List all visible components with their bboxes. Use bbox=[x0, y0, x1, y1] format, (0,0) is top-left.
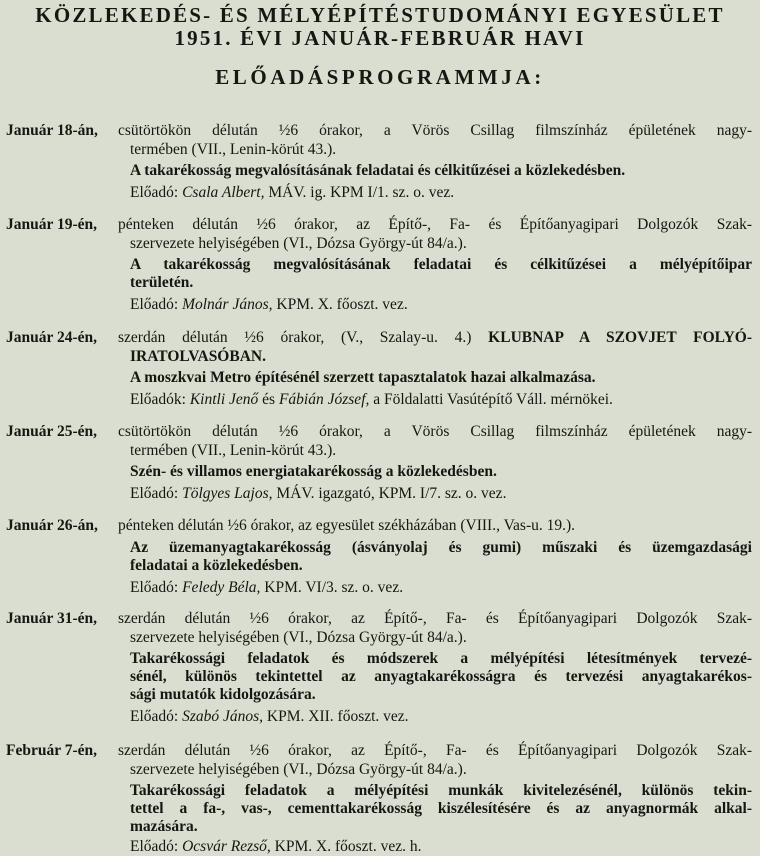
entry-date: Január 19-én, bbox=[6, 216, 98, 233]
entry-time-location: szerdán délután ½6 órakor, (V., Szalay-u. 4.) KLUBNAP A SZOVJET FOLYÓ- bbox=[118, 329, 752, 346]
society-title: KÖZLEKEDÉS- ÉS MÉLYÉPÍTÉSTUDOMÁNYI EGYESÜLET bbox=[35, 3, 725, 27]
club-day-title-cont: IRATOLVASÓBAN. bbox=[130, 348, 266, 365]
entry-location-cont: szervezete helyiségében (VI., Dózsa György-út 84/a.). bbox=[130, 235, 467, 252]
entry-time-location: csütörtökön délután ½6 órakor, a Vörös Csillag filmszínház épületének nagy- bbox=[118, 423, 752, 440]
entry-time-location: pénteken délután ½6 órakor, az egyesület székházában (VIII., Vas-u. 19.). bbox=[118, 517, 576, 534]
entry-location-cont: szervezete helyiségében (VI., Dózsa György-út 84/a.). bbox=[130, 761, 467, 778]
lecture-topic: A takarékosság megvalósításának feladatai és célkitűzései a közlekedésben. bbox=[130, 162, 626, 179]
lecture-speaker: Előadó: Molnár János, KPM. X. főoszt. vez. bbox=[130, 296, 408, 313]
lecture-speaker: Előadók: Kintli Jenő és Fábián József, a Földalatti Vasútépítő Váll. mérnökei. bbox=[130, 391, 613, 408]
speaker-name: Csala Albert, bbox=[182, 184, 265, 201]
program-title: ELŐADÁSPROGRAMMJA: bbox=[215, 65, 545, 89]
period-title: 1951. ÉVI JANUÁR-FEBRUÁR HAVI bbox=[174, 26, 586, 50]
speaker-name: Fábián József, bbox=[278, 391, 370, 408]
lecture-speaker: Előadó: Feledy Béla, KPM. VI/3. sz. o. vez. bbox=[130, 579, 404, 596]
entry-date: Február 7-én, bbox=[6, 742, 97, 759]
entry-date: Január 26-án, bbox=[6, 517, 98, 534]
entry-location-cont: termében (VII., Lenin-körút 43.). bbox=[130, 442, 337, 459]
entry-time-location: pénteken délután ½6 órakor, az Építő-, Fa- és Építőanyagipari Dolgozók Szak- bbox=[118, 216, 752, 233]
entry-date: Január 24-én, bbox=[6, 329, 98, 346]
lecture-topic: Takarékossági feladatok a mélyépítési munkák kivitelezésénél, különös tekin- tettel a fa-, vas-, cementtakarékosság kiszélesítésére és az anyagnormák alkal- mazására. bbox=[130, 782, 752, 835]
lecture-speaker: Előadó: Tölgyes Lajos, MÁV. igazgató, KPM. I/7. sz. o. vez. bbox=[130, 485, 507, 502]
entry-location-cont: szervezete helyiségében (VI., Dózsa György-út 84/a.). bbox=[130, 629, 467, 646]
lecture-speaker: Előadó: Ocsvár Rezső, KPM. X. főoszt. vez. h. bbox=[130, 838, 422, 855]
lecture-topic: A moszkvai Metro építésénél szerzett tapasztalatok hazai alkalmazása. bbox=[130, 369, 596, 386]
entry-time-location: szerdán délután ½6 órakor, az Építő-, Fa- és Építőanyagipari Dolgozók Szak- bbox=[118, 610, 752, 627]
speaker-name: Kintli Jenő bbox=[189, 391, 259, 408]
entry-date: Január 25-én, bbox=[6, 423, 98, 440]
speaker-name: Feledy Béla, bbox=[182, 579, 261, 596]
entry-time-location: csütörtökön délután ½6 órakor, a Vörös Csillag filmszínház épületének nagy- bbox=[118, 122, 752, 139]
speaker-name: Molnár János, bbox=[182, 296, 273, 313]
lecture-speaker: Előadó: Csala Albert, MÁV. ig. KPM I/1. sz. o. vez. bbox=[130, 184, 455, 201]
entry-location-cont: termében (VII., Lenin-körút 43.). bbox=[130, 141, 337, 158]
entry-time-location: szerdán délután ½6 órakor, az Építő-, Fa- és Építőanyagipari Dolgozók Szak- bbox=[118, 742, 752, 759]
document-header bbox=[0, 0, 760, 89]
club-day-title: KLUBNAP A SZOVJET FOLYÓ- bbox=[488, 329, 752, 346]
lecture-topic: A takarékosság megvalósításának feladatai és célkitűzései a mélyépítőipar területén. bbox=[130, 256, 752, 291]
entry-date: Január 31-én, bbox=[6, 610, 98, 627]
lecture-topic: Az üzemanyagtakarékosság (ásványolaj és gumi) műszaki és üzemgazdasági feladatai a közlekedésben. bbox=[130, 539, 752, 574]
speaker-name: Szabó János, bbox=[182, 708, 264, 725]
lecture-speaker: Előadó: Szabó János, KPM. XII. főoszt. vez. bbox=[130, 708, 409, 725]
entry-date: Január 18-án, bbox=[6, 122, 98, 139]
speaker-name: Tölgyes Lajos, bbox=[182, 485, 273, 502]
lecture-topic: Takarékossági feladatok és módszerek a mélyépítési létesítmények tervezé- sénél, különös tekintettel az anyagtakarékosságra és tervezési anyagtakarékos- sági mutatók kidolgozására. bbox=[130, 650, 752, 703]
speaker-name: Ocsvár Rezső, bbox=[182, 838, 271, 855]
lecture-topic: Szén- és villamos energiatakarékosság a közlekedésben. bbox=[130, 463, 497, 480]
